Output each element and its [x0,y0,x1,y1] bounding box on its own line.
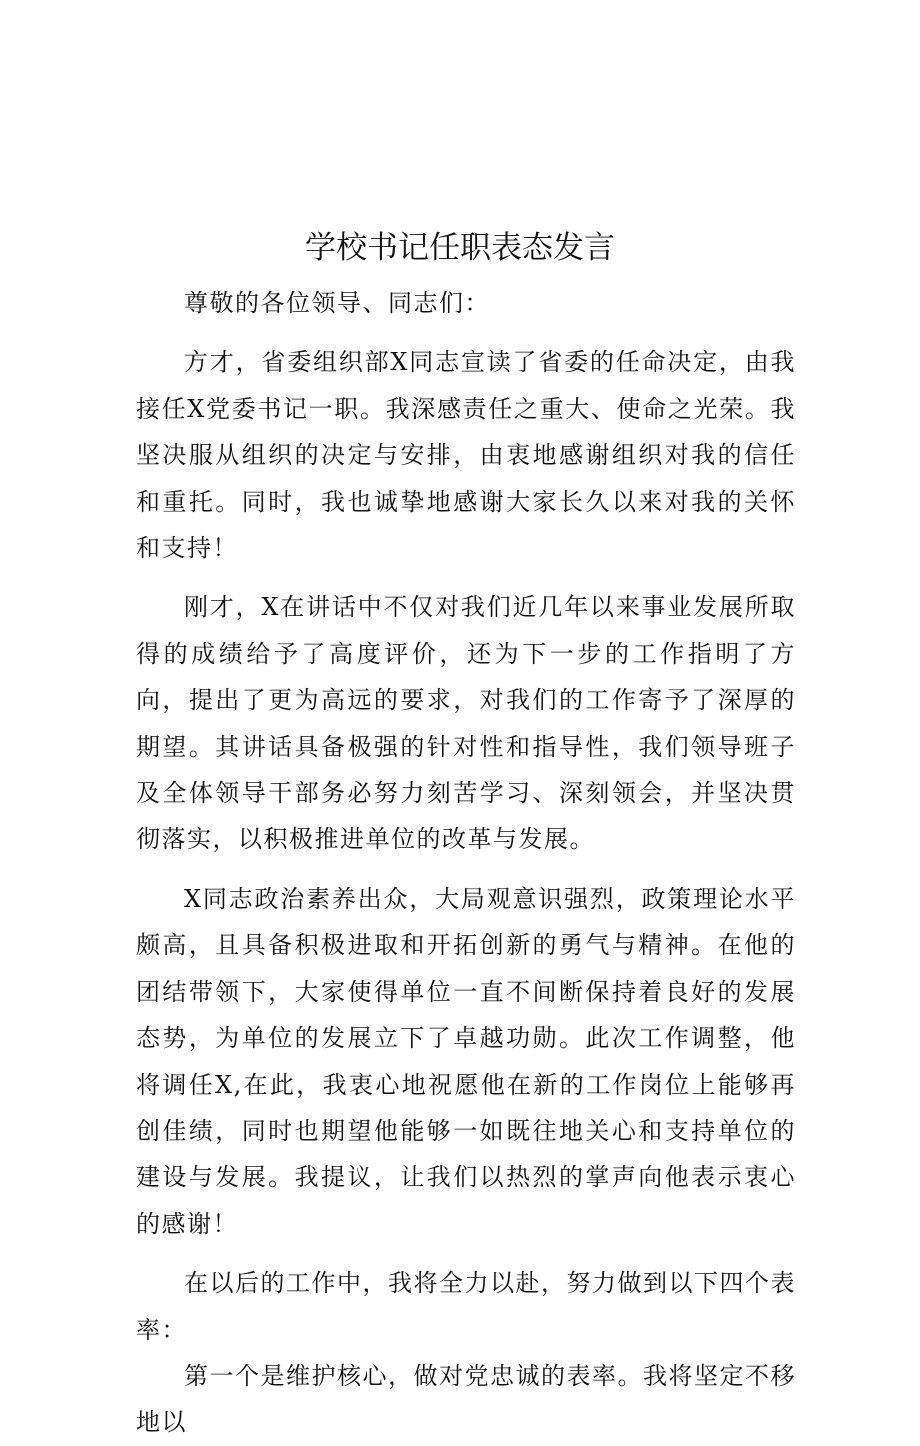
paragraph-speech-response: 刚才，X在讲话中不仅对我们近几年以来事业发展所取得的成绩给予了高度评价，还为下一步的工作指明了方向，提出了更为高远的要求，对我们的工作寄予了深厚的期望。其讲话具备极强的针对性和指导性，我们领导班子及全体领导干部务必努力刻苦学习、深刻领会，并坚决贯彻落实，以积极推进单位的改革与发展。 [136,593,796,854]
salutation-paragraph: 尊敬的各位领导、同志们： [184,289,490,317]
paragraph-commitments-intro: 在以后的工作中，我将全力以赴，努力做到以下四个表率： [136,1269,796,1344]
document-title: 学校书记任职表态发言 [305,230,615,266]
paragraph-appointment: 方才，省委组织部X同志宣读了省委的任命决定，由我接任X党委书记一职。我深感责任之重大、使命之光荣。我坚决服从组织的决定与安排，由衷地感谢组织对我的信任和重托。同时，我也诚挚地感谢大家长久以来对我的关怀和支持！ [136,348,796,563]
paragraph-first-commitment: 第一个是维护核心，做对党忠诚的表率。我将坚定不移地以 [136,1361,796,1437]
document-body [136,280,796,1446]
paragraph-predecessor-tribute: X同志政治素养出众，大局观意识强烈，政策理论水平颇高，且具备积极进取和开拓创新的勇气与精神。在他的团结带领下，大家使得单位一直不间断保持着良好的发展态势，为单位的发展立下了卓越功勋。此次工作调整，他将调任X,在此，我衷心地祝愿他在新的工作岗位上能够再创佳绩，同时也期望他能够一如既往地关心和支持单位的建设与发展。我提议，让我们以热烈的掌声向他表示衷心的感谢！ [136,884,796,1238]
